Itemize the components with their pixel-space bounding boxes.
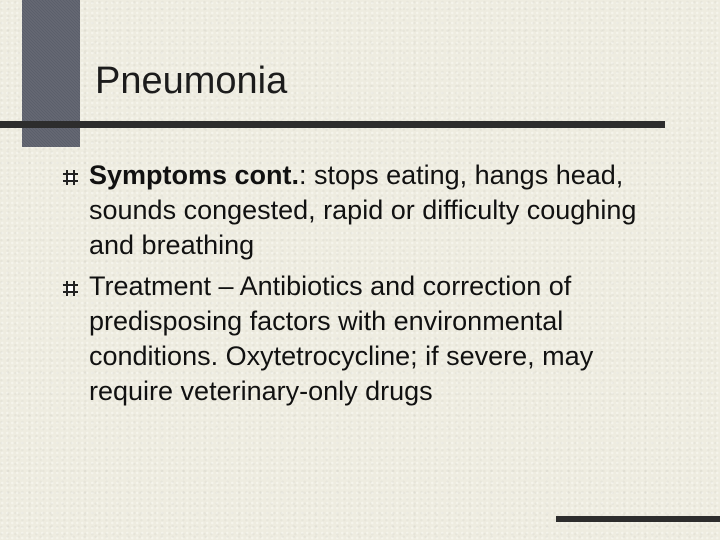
bullet-text: Treatment – Antibiotics and correction of predisposing factors with environmental conditions. Oxytetrocycline; if severe, may require veterinary-only drugs bbox=[89, 271, 594, 406]
slide-title: Pneumonia bbox=[95, 60, 288, 102]
bullet-text: : stops eating, hangs head, sounds congested, rapid or difficulty coughing and breathing bbox=[89, 160, 637, 260]
bullet-lead: Symptoms cont. bbox=[89, 160, 300, 190]
title-divider bbox=[0, 121, 665, 128]
bullet-item-treatment bbox=[63, 269, 663, 409]
footer-divider bbox=[556, 516, 720, 522]
bullet-item-symptoms bbox=[63, 158, 663, 263]
bullet-list bbox=[63, 158, 663, 415]
hash-square-bullet-icon bbox=[63, 170, 78, 185]
hash-square-bullet-icon bbox=[63, 281, 78, 296]
